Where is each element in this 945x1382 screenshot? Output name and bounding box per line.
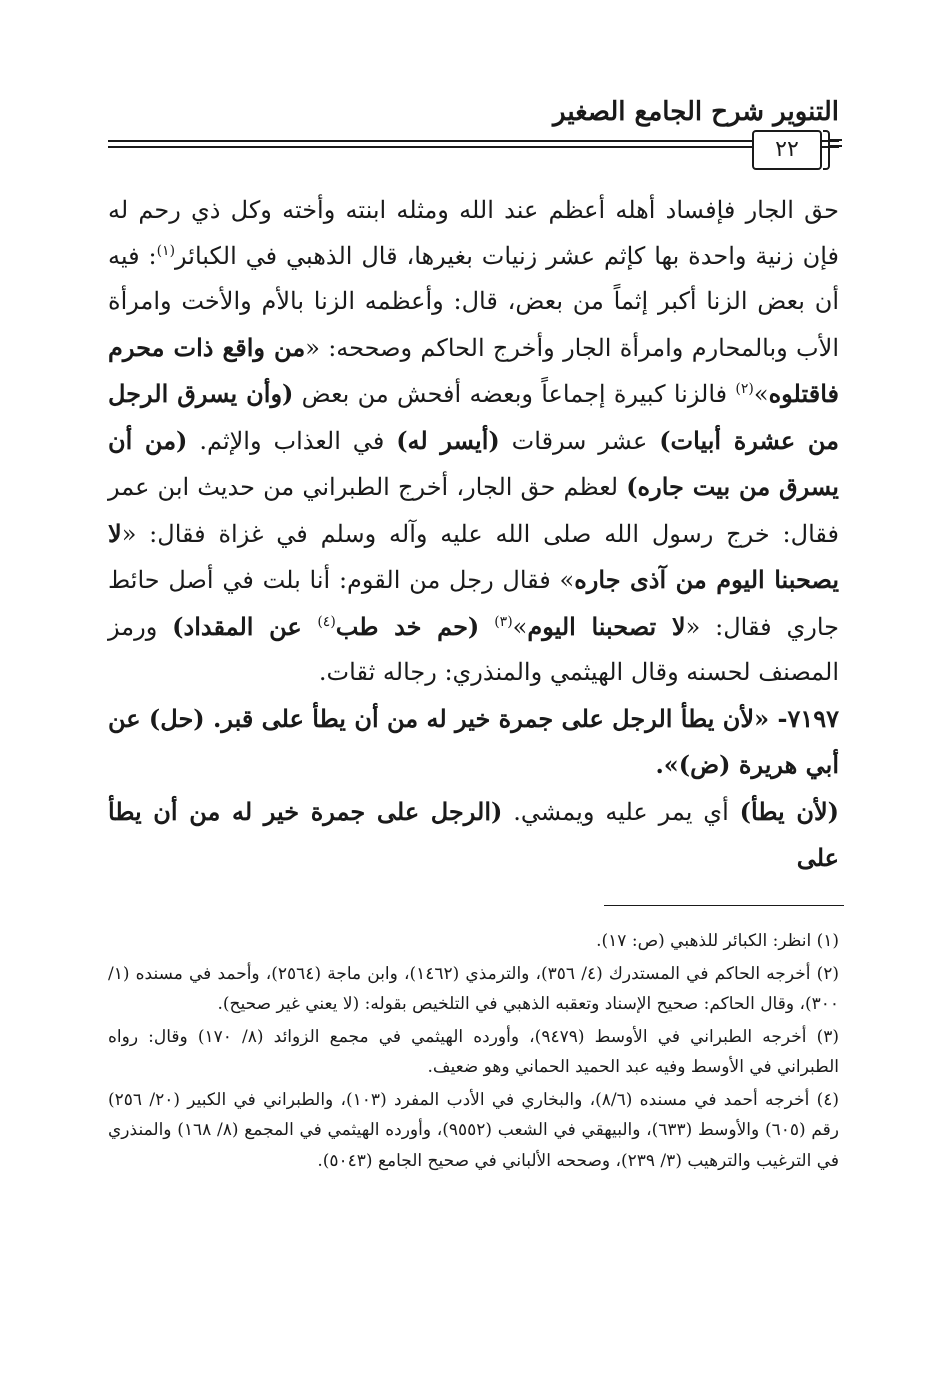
header-rule-top [108, 140, 839, 142]
footnote: (١) انظر: الكبائر للذهبي (ص: ١٧). [596, 931, 839, 951]
commentary-paragraph: حق الجار فإفساد أهله أعظم عند الله ومثله ابنته وأخته وكل ذي رحم له فإن زنية واحدة بها كإثم عشر زنيات بغيرها، قال الذهبي في الكبائر$^{(١)}$: فيه أن بعض الزنا أكبر إثماً من بعض، قال: وأعظمه الزنا بالأم والأخت وامرأة الأب وبالمحارم وامرأة الجار وأخرج الحاكم وصححه: «من واقع ذات محرم فاقتلوه»$^{(٢)}$ فالزنا كبيرة إجماعاً وبعضه أفحش من بعض (وأن يسرق الرجل من عشرة أبيات) عشر سرقات (أيسر له) في العذاب والإثم. (من أن يسرق من بيت جاره) لعظم حق الجار، أخرج الطبراني من حديث ابن عمر فقال: خرج رسول الله صلى الله عليه وآله وسلم في غزاة فقال: «لا يصحبنا اليوم من آذى جاره» فقال رجل من القوم: أنا بلت في أصل حائط جاري فقال: «لا تصحبنا اليوم»$^{(٣)}$ (حم خد طب$^{(٤)}$ عن المقداد) ورمز المصنف لحسنه وقال الهيثمي والمنذري: رجاله ثقات. [108, 196, 840, 686]
matn-quote: (لأن يطأ) [739, 796, 839, 826]
footnote-ref[interactable]: (٣) [494, 613, 513, 630]
source-codes: (حم خد طب [335, 611, 480, 641]
hadith-text: ٧١٩٧- «لأن يطأ الرجل على جمرة خير له من أن يطأ على قبر. (حل) عن أبي هريرة (ض)». [107, 703, 839, 779]
page-number: ٢٢ [752, 130, 822, 170]
footnote: (٢) أخرجه الحاكم في المستدرك (٤/ ٣٥٦)، والترمذي (١٤٦٢)، وابن ماجة (٢٥٦٤)، وأحمد في مسنده (١/ ٣٠٠)، وقال الحاكم: صحيح الإسناد وتعقبه الذهبي في التلخيص بقوله: (لا يعني غير صحيح). [108, 963, 839, 1014]
hadith-quote: من واقع ذات محرم فاقتلوه [108, 332, 839, 408]
footnote-ref[interactable]: (١) [156, 242, 176, 259]
source-codes: عن المقداد) [172, 611, 318, 641]
footnote: (٣) أخرجه الطبراني في الأوسط (٩٤٧٩)، وأورده الهيثمي في مجمع الزوائد (٨/ ١٧٠) وقال: رواه الطبراني في الأوسط وفيه عبد الحميد الحماني وهو ضعيف. [108, 1026, 839, 1077]
matn-quote: (أيسر له) [396, 425, 500, 455]
running-title: التنوير شرح الجامع الصغير [553, 97, 839, 127]
matn-quote: (الرجل على جمرة خير له من أن يطأ على [108, 796, 839, 872]
main-text [108, 188, 839, 882]
matn-quote: (من أن يسرق من بيت جاره) [108, 425, 839, 501]
commentary-paragraph: (لأن يطأ) أي يمر عليه ويمشي. (الرجل على جمرة خير له من أن يطأ على [108, 796, 839, 872]
footnote-separator [604, 905, 844, 906]
footnote-ref[interactable]: (٤) [317, 613, 336, 630]
hadith-quote: لا تصحبنا اليوم [527, 611, 686, 641]
header-rule-end-mark [828, 138, 842, 150]
hadith-quote: لا يصحبنا اليوم من آذى جاره [108, 518, 839, 594]
footnote-ref[interactable]: (٢) [735, 381, 754, 397]
hadith-entry [108, 696, 839, 789]
header-rule-bottom [108, 146, 839, 148]
footnotes [108, 926, 839, 1178]
matn-quote: (وأن يسرق الرجل من عشرة أبيات) [108, 379, 840, 455]
footnote: (٤) أخرجه أحمد في مسنده (٨/٦)، والبخاري في الأدب المفرد (١٠٣)، والطبراني في الكبير (٢٠/ ٢٥٦) رقم (٦٠٥) والأوسط (٦٣٣)، والبيهقي في الشعب (٩٥٥٢)، وأورده الهيثمي في المجمع (٨/ ١٦٨) والمنذري في الترغيب والترهيب (٣/ ٢٣٩)، وصححه الألباني في صحيح الجامع (٥٠٤٣). [108, 1089, 839, 1171]
